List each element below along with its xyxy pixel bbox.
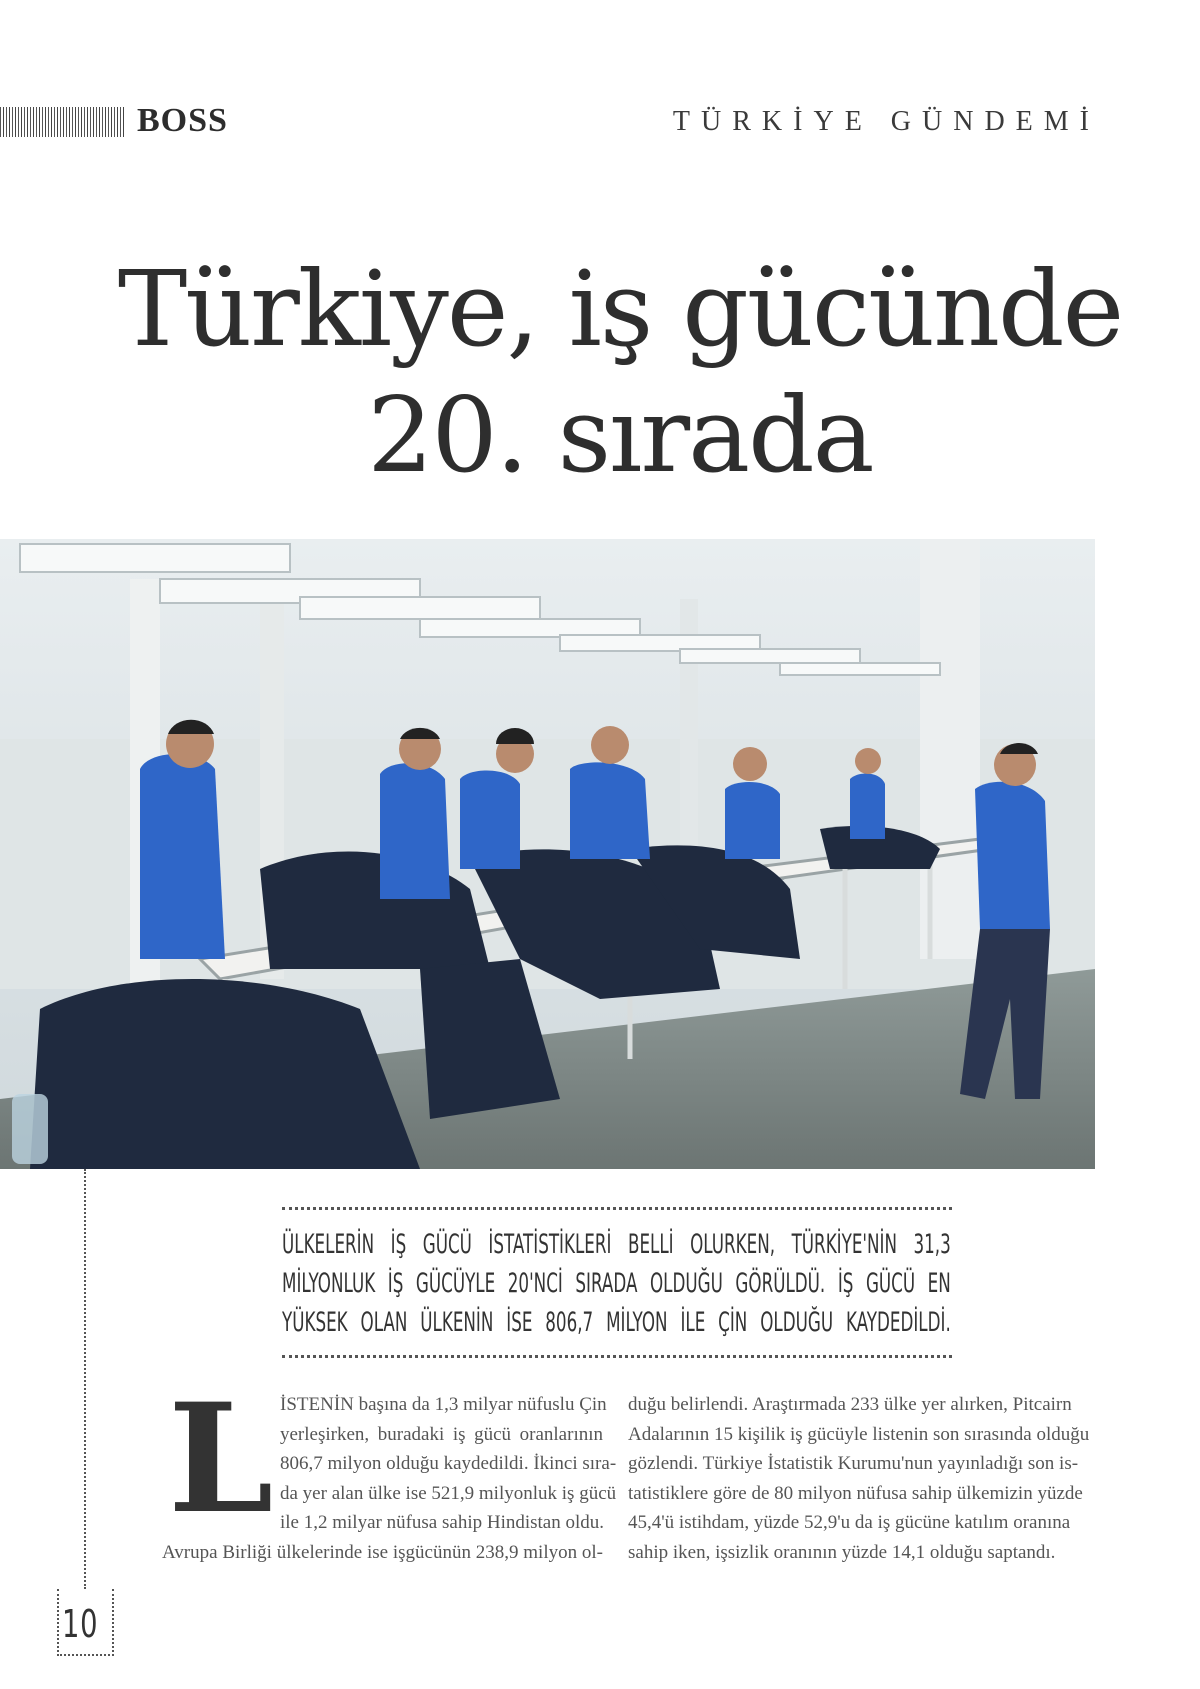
body-line: duğu belirlendi. Araştırmada 233 ülke yer alırken, Pitcairn bbox=[628, 1394, 1072, 1415]
brand-logo: BOSS bbox=[137, 102, 228, 139]
body-line: tatistiklere göre de 80 milyon nüfusa sahip ülkemizin yüzde bbox=[628, 1482, 1083, 1504]
factory-photo bbox=[0, 539, 1095, 1169]
lead-rule-top bbox=[282, 1207, 952, 1210]
dotted-divider-vertical bbox=[84, 1169, 86, 1589]
body-line: da yer alan ülke ise 521,9 milyonluk iş gücü bbox=[280, 1482, 617, 1504]
factory-workers-photo-icon bbox=[0, 539, 1095, 1169]
body-line: sahip iken, işsizlik oranının yüzde 14,1 olduğu saptandı. bbox=[628, 1541, 1056, 1563]
body-line: Adalarının 15 kişilik iş gücüyle listenin son sırasında olduğu bbox=[628, 1423, 1090, 1445]
lead-rule-bottom bbox=[282, 1355, 952, 1358]
headline-line-2: 20. sırada bbox=[367, 374, 873, 496]
body-line: yerleşirken, buradaki iş gücü oranlarının bbox=[280, 1423, 603, 1445]
page-number: 10 bbox=[62, 1602, 99, 1646]
body-line: gözlendi. Türkiye İstatistik Kurumu'nun yayınladığı son is- bbox=[628, 1453, 1079, 1474]
lead-paragraph bbox=[282, 1225, 952, 1342]
body-line: İSTENİN başına da 1,3 milyar nüfuslu Çin bbox=[280, 1394, 607, 1415]
headline-line-1: Türkiye, iş gücünde bbox=[117, 248, 1123, 370]
body-column-2 bbox=[628, 1390, 1090, 1567]
body-line: Avrupa Birliği ülkelerinde ise işgücünün 238,9 milyon ol- bbox=[162, 1541, 603, 1563]
body-line: ile 1,2 milyar nüfusa sahip Hindistan oldu. bbox=[280, 1512, 605, 1533]
lead-line: ÜLKELERİN İŞ GÜCÜ İSTATİSTİKLERİ BELLİ OLURKEN, TÜRKİYE'NİN 31,3 bbox=[282, 1229, 951, 1260]
barcode-decoration bbox=[0, 107, 124, 137]
body-line: 806,7 milyon olduğu kaydedildi. İkinci sıra- bbox=[280, 1453, 617, 1474]
body-column-1 bbox=[162, 1390, 617, 1567]
section-title: TÜRKİYE GÜNDEMİ bbox=[672, 106, 1100, 137]
lead-line: MİLYONLUK İŞ GÜCÜYLE 20'NCİ SIRADA OLDUĞU GÖRÜLDÜ. İŞ GÜCÜ EN bbox=[282, 1268, 951, 1299]
drop-cap: L bbox=[168, 1371, 274, 1547]
body-line: 45,4'ü istihdam, yüzde 52,9'u da iş gücüne katılım oranına bbox=[628, 1512, 1071, 1533]
lead-line: YÜKSEK OLAN ÜLKENİN İSE 806,7 MİLYON İLE ÇİN OLDUĞU KAYDEDİLDİ. bbox=[282, 1307, 951, 1338]
headline bbox=[60, 246, 1180, 498]
